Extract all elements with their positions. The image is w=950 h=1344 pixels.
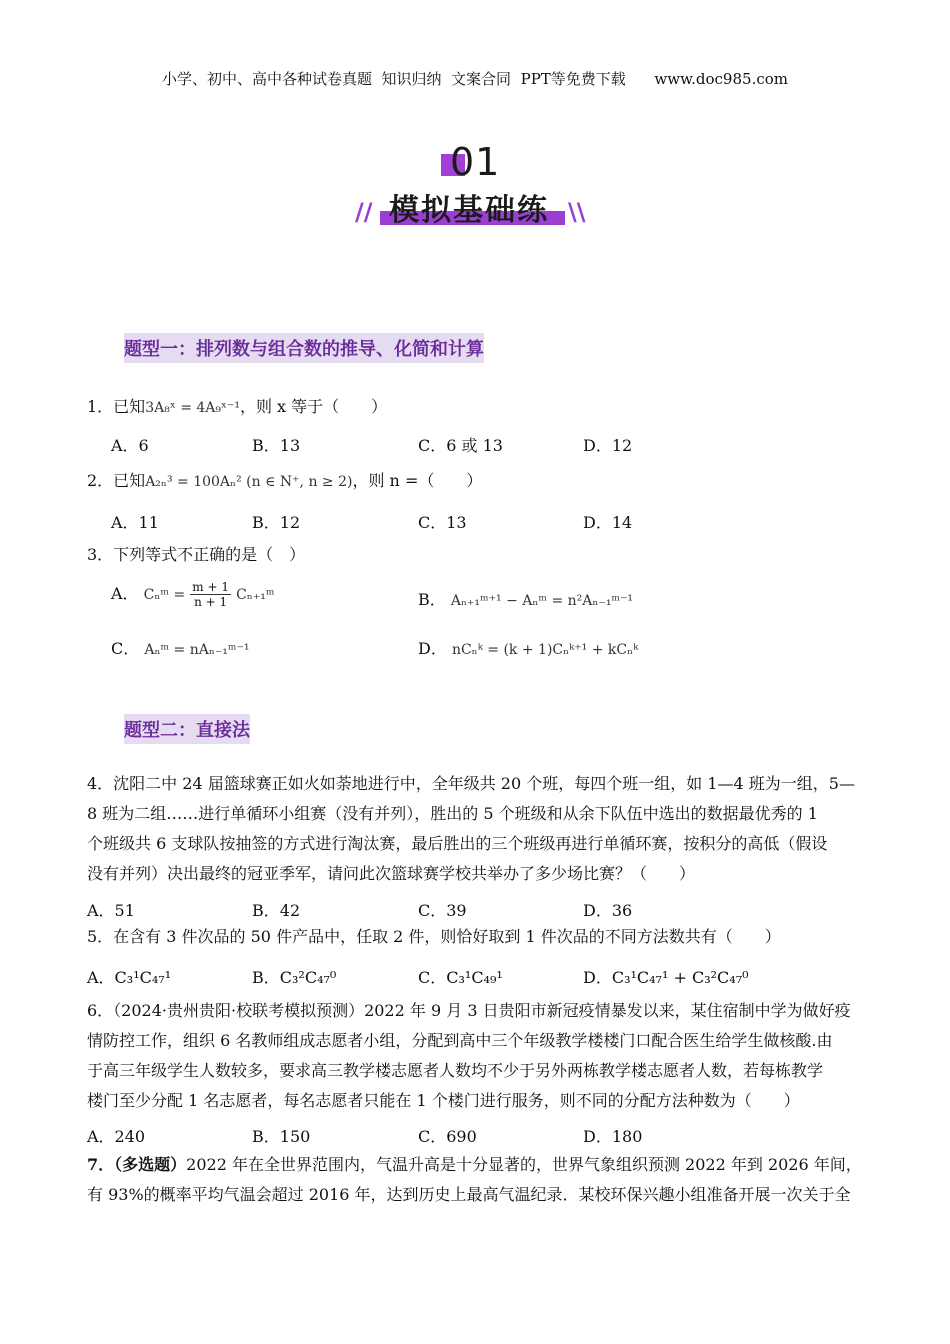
q7-number: 7． (87, 1155, 115, 1174)
section-banner (355, 140, 595, 235)
q3-d-formula: nCₙᵏ = (k + 1)Cₙᵏ⁺¹ + kCₙᵏ (451, 642, 639, 658)
q2-option-a: A．11 (111, 513, 159, 532)
q2-prefix: 2．已知 (87, 471, 146, 490)
question-7 (87, 1150, 867, 1210)
q3-b-formula: Aₙ₊₁ᵐ⁺¹ − Aₙᵐ = n²Aₙ₋₁ᵐ⁻¹ (450, 593, 634, 609)
q3-a-label: A． (111, 584, 139, 603)
q6-option-d: D．180 (583, 1127, 643, 1146)
q3-b-label: B． (418, 590, 446, 609)
question-6 (87, 996, 867, 1116)
q3-a-fraction (190, 580, 231, 609)
q1-prefix: 1．已知 (87, 397, 146, 416)
q3-option-d (418, 636, 638, 659)
section-heading-2: 题型二：直接法 (124, 714, 250, 744)
q2-formula: A₂ₙ³ = 100Aₙ² (n ∈ N⁺, n ≥ 2) (145, 474, 353, 490)
q4-line: 没有并列）决出最终的冠亚季军，请问此次篮球赛学校共举办了多少场比赛？（ ） (87, 864, 696, 883)
q3-a-left: Cₙᵐ = (143, 587, 186, 603)
q4-option-d: D．36 (583, 901, 633, 920)
banner-number: 01 (450, 140, 501, 184)
section-heading-1: 题型一：排列数与组合数的推导、化简和计算 (124, 333, 484, 363)
question-3: 3．下列等式不正确的是（ ） (87, 545, 306, 564)
q1-formula: 3A₈ˣ = 4A₉ˣ⁻¹ (145, 400, 240, 416)
q1-suffix: ，则 x 等于（ ） (239, 397, 388, 416)
q4-line: 8 班为二组……进行单循环小组赛（没有并列），胜出的 5 个班级和从余下队伍中选出的数据最优秀的 1 (87, 804, 818, 823)
q7-line-1 (87, 1150, 867, 1180)
q5-option-a: A．C₃¹C₄₇¹ (87, 968, 172, 987)
banner-slash-right: \\ (568, 198, 586, 226)
question-4 (87, 769, 867, 889)
q7-tag: （多选题） (114, 1155, 187, 1174)
q3-a-numerator: m + 1 (192, 580, 229, 594)
q4-option-b: B．42 (252, 901, 301, 920)
q6-line: 于高三年级学生人数较多，要求高三教学楼志愿者人数均不少于另外两栋教学楼志愿者人数，若每栋教学 (87, 1061, 824, 1080)
q5-option-c: C．C₃¹C₄₉¹ (418, 968, 503, 987)
q4-line: 4．沈阳二中 24 届篮球赛正如火如荼地进行中，全年级共 20 个班，每四个班一组，如 1—4 班为一组，5— (87, 774, 855, 793)
q3-option-c (111, 636, 250, 659)
q6-option-c: C．690 (418, 1127, 477, 1146)
q5-option-b: B．C₃²C₄₇⁰ (252, 968, 337, 987)
q3-c-label: C． (111, 639, 140, 658)
banner-title: 模拟基础练 (389, 193, 549, 228)
q2-option-b: B．12 (252, 513, 301, 532)
q6-line: 6．（2024·贵州贵阳·校联考模拟预测）2022 年 9 月 3 日贵阳市新冠疫情暴发以来，某住宿制中学为做好疫 (87, 1001, 851, 1020)
q3-d-label: D． (418, 639, 447, 658)
q7-text-1: 2022 年在全世界范围内，气温升高是十分显著的，世界气象组织预测 2022 年到 2026 年间， (186, 1155, 862, 1174)
q4-option-c: C．39 (418, 901, 467, 920)
q6-line: 情防控工作，组织 6 名教师组成志愿者小组，分配到高中三个年级教学楼楼门口配合医生给学生做核酸.由 (87, 1031, 833, 1050)
q4-line: 个班级共 6 支球队按抽签的方式进行淘汰赛，最后胜出的三个班级再进行单循环赛，按积分的高低（假设 (87, 834, 828, 853)
q1-option-b: B．13 (252, 436, 301, 455)
q2-option-d: D．14 (583, 513, 633, 532)
page-header: 小学、初中、高中各种试卷真题 知识归纳 文案合同 PPT等免费下载 www.doc985.com (161, 70, 788, 88)
q3-option-b (418, 587, 633, 610)
q1-option-c: C．6 或 13 (418, 436, 503, 455)
q2-suffix: ，则 n =（ ） (352, 471, 483, 490)
q2-option-c: C．13 (418, 513, 467, 532)
q1-option-a: A．6 (111, 436, 149, 455)
q3-a-denominator: n + 1 (194, 595, 228, 609)
q6-option-a: A．240 (87, 1127, 146, 1146)
q3-a-right: Cₙ₊₁ᵐ (236, 587, 275, 603)
q4-option-a: A．51 (87, 901, 135, 920)
question-2 (87, 466, 867, 497)
q6-line: 楼门至少分配 1 名志愿者，每名志愿者只能在 1 个楼门进行服务，则不同的分配方法种数为（ ） (87, 1091, 800, 1110)
q6-option-b: B．150 (252, 1127, 311, 1146)
q1-option-d: D．12 (583, 436, 633, 455)
question-1 (87, 392, 867, 423)
question-5: 5．在含有 3 件次品的 50 件产品中，任取 2 件，则恰好取到 1 件次品的不同方法数共有（ ） (87, 927, 781, 946)
q5-option-d: D．C₃¹C₄₇¹ + C₃²C₄₇⁰ (583, 968, 749, 987)
q3-c-formula: Aₙᵐ = nAₙ₋₁ᵐ⁻¹ (144, 642, 250, 658)
q3-option-a (111, 580, 274, 609)
banner-slash-left: // (355, 198, 373, 226)
q7-line-2: 有 93%的概率平均气温会超过 2016 年，达到历史上最高气温纪录．某校环保兴趣小组准备开展一次关于全 (87, 1185, 851, 1204)
